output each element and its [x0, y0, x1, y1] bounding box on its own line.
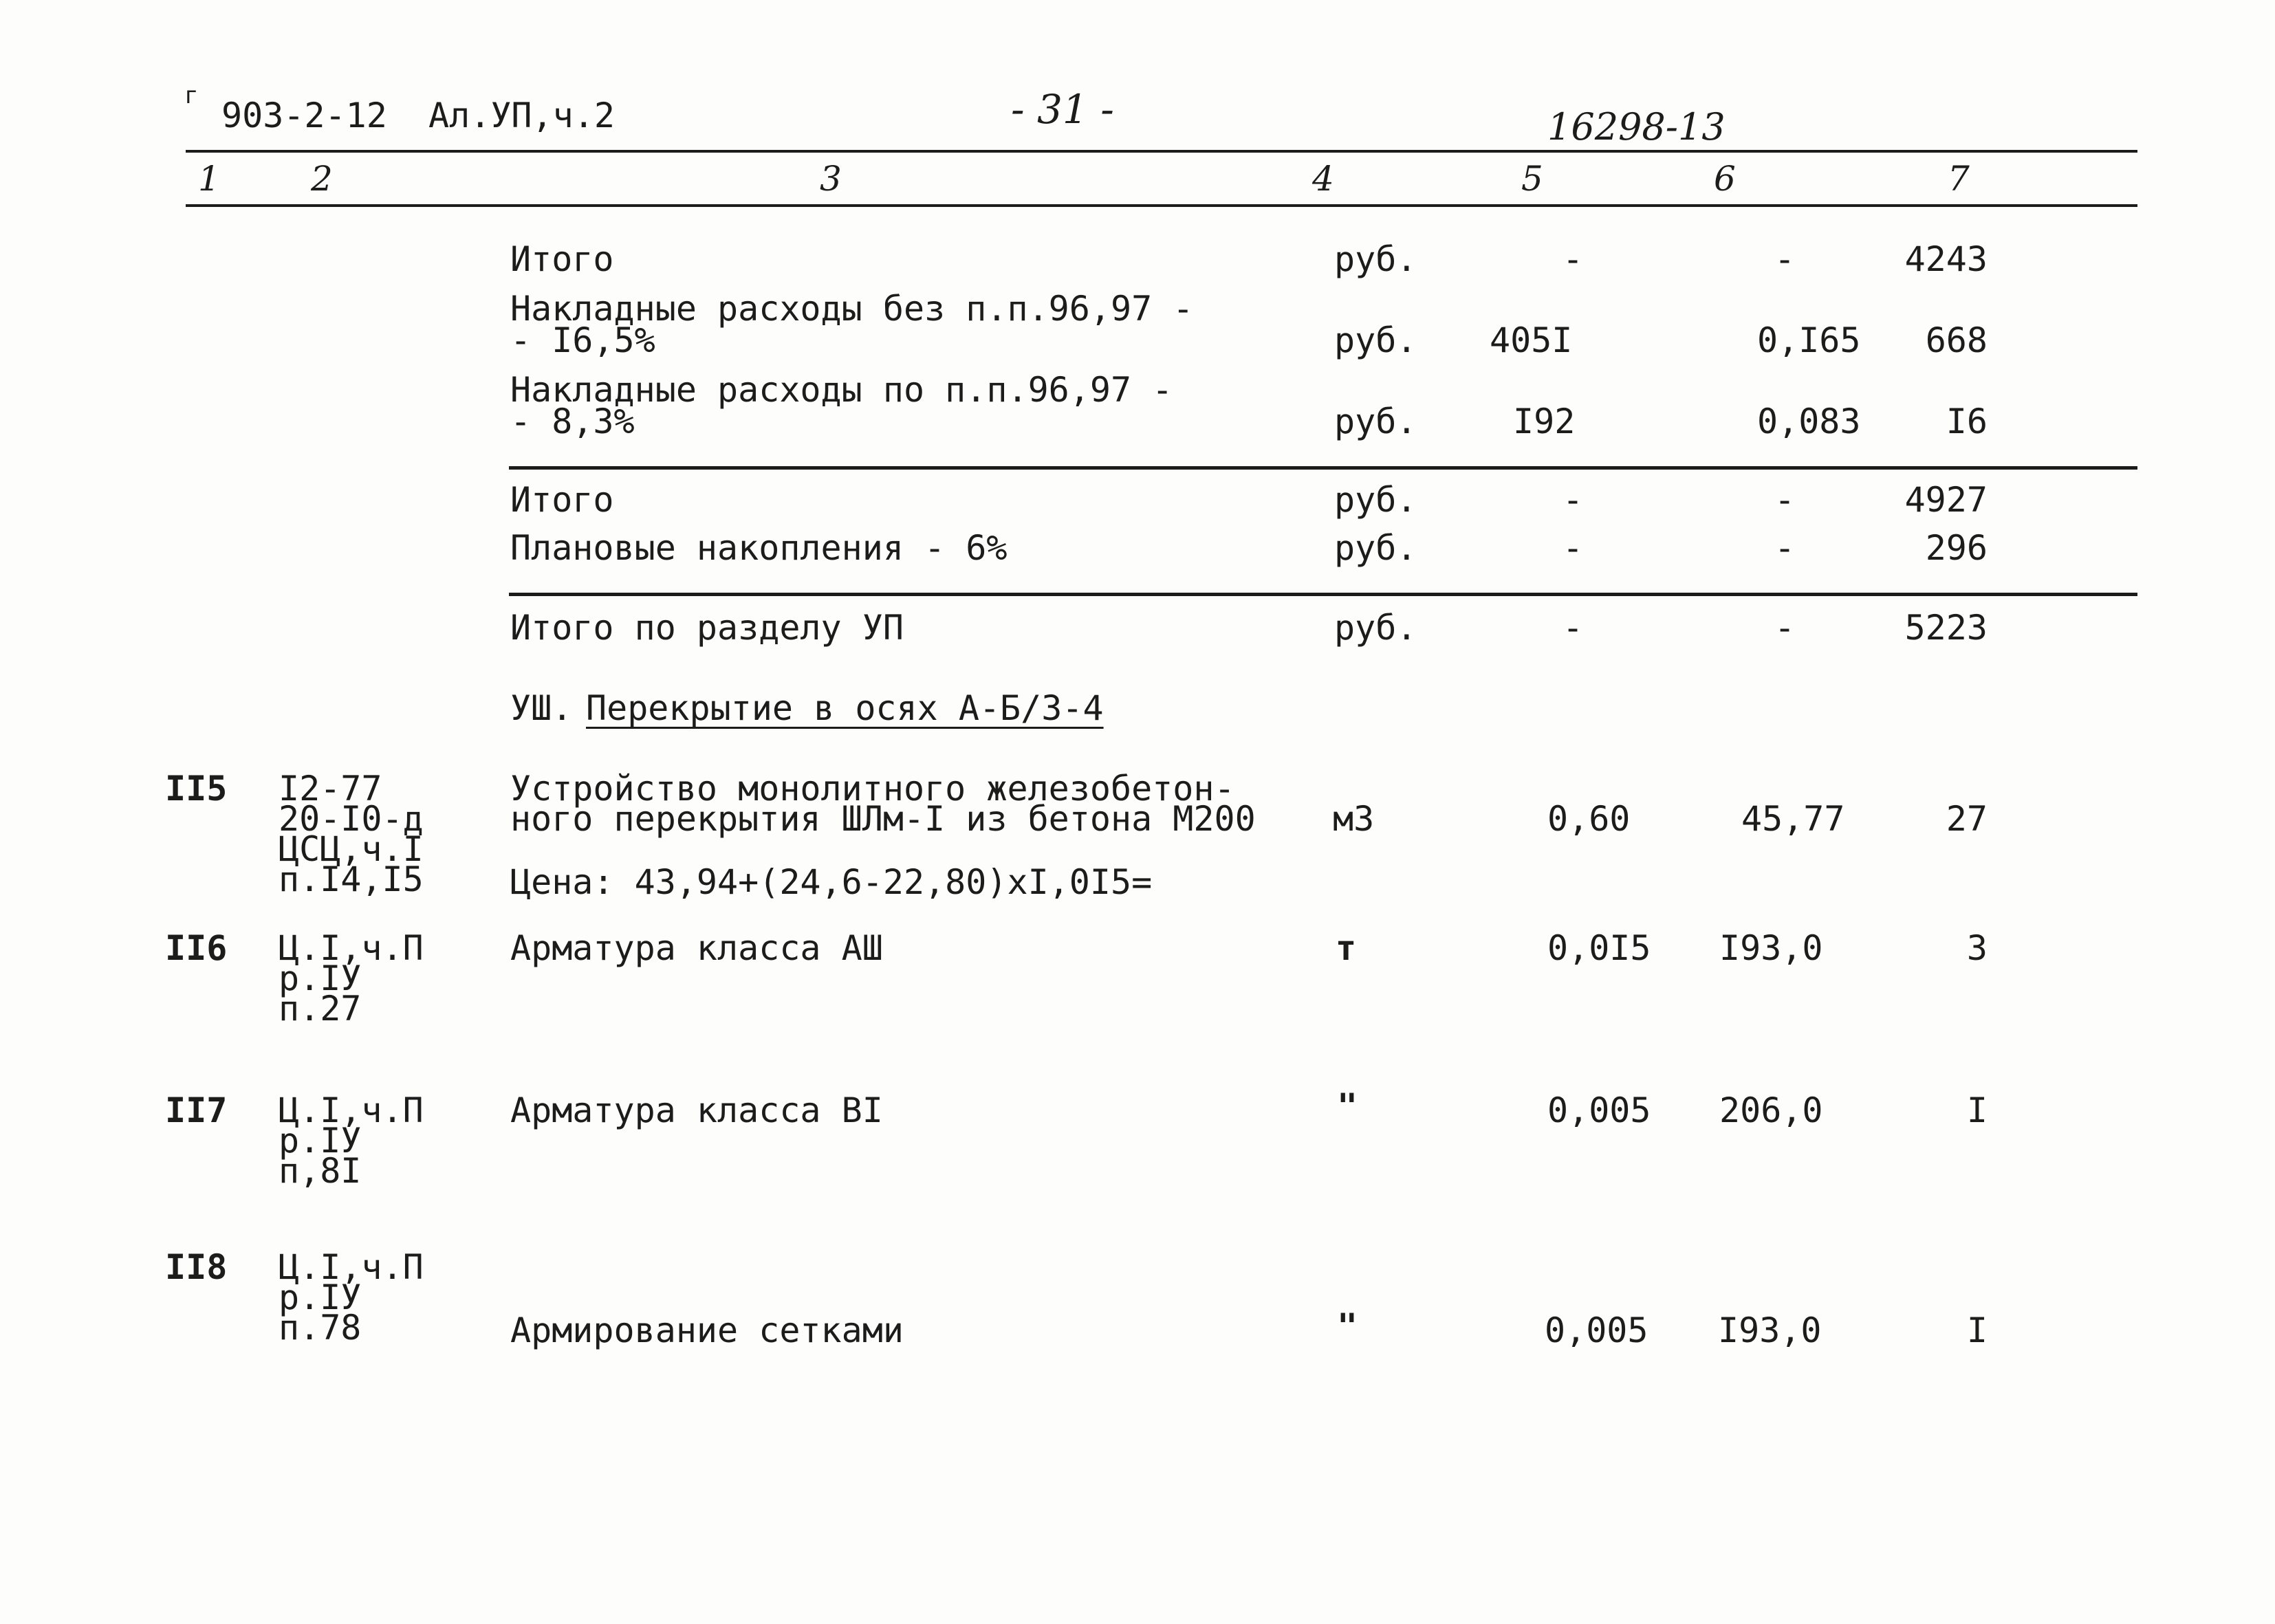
row-name: Итого [510, 239, 614, 279]
column-number-4: 4 [1312, 159, 1334, 199]
item-ref-line-1: I2-77 [279, 769, 382, 809]
row-col5: - [1563, 239, 1584, 279]
item-ref-line-2: р.IУ [279, 1277, 362, 1317]
item-col6: 45,77 [1741, 799, 1845, 839]
row-col7: 296 [1925, 528, 1988, 568]
row-unit: руб. [1334, 480, 1417, 520]
column-number-1: 1 [198, 159, 220, 199]
item-col7: I [1966, 1090, 1988, 1130]
item-col7: I [1966, 1310, 1988, 1350]
row-col5: I92 [1513, 402, 1576, 441]
item-ref-line-4: п.I4,I5 [279, 859, 424, 899]
row-col5: - [1563, 608, 1584, 648]
row-unit: руб. [1334, 239, 1417, 279]
column-number-5: 5 [1521, 159, 1543, 199]
item-ref-line-2: р.IУ [279, 1121, 362, 1161]
item-col6: 206,0 [1719, 1090, 1823, 1130]
row-name: Итого [510, 480, 614, 520]
row-col5: 405I [1490, 320, 1573, 360]
row-name-line-1: Накладные расходы по п.п.96,97 - [510, 370, 1173, 410]
item-unit-ditto: " [1337, 1306, 1358, 1346]
item-number: II6 [165, 928, 228, 968]
item-description: Арматура класса ВI [510, 1090, 883, 1130]
item-col6: I93,0 [1718, 1310, 1822, 1350]
row-col5: - [1563, 480, 1584, 520]
row-unit: руб. [1334, 402, 1417, 441]
item-ref-line-2: 20-I0-д [279, 799, 424, 839]
row-col6: - [1774, 480, 1796, 520]
item-ref-line-1: Ц.I,ч.П [279, 1090, 424, 1130]
item-ref-line-2: р.IУ [279, 958, 362, 998]
item-number: II5 [165, 769, 228, 809]
row-name: Итого по разделу УП [510, 608, 904, 648]
item-ref-line-1: Ц.I,ч.П [279, 928, 424, 968]
column-number-2: 2 [311, 159, 333, 199]
section-title: Перекрытие в осях А-Б/3-4 [586, 688, 1104, 728]
column-number-6: 6 [1714, 159, 1736, 199]
row-col5: - [1563, 528, 1584, 568]
item-col7: 3 [1966, 928, 1988, 968]
item-ref-line-3: ЦСЦ,ч.I [279, 829, 424, 869]
item-col5: 0,005 [1545, 1310, 1648, 1350]
item-col5: 0,60 [1547, 799, 1631, 839]
row-col7: 4243 [1904, 239, 1988, 279]
item-col6: I93,0 [1719, 928, 1823, 968]
item-number: II7 [165, 1090, 228, 1130]
corner-mark: г [184, 82, 199, 109]
page-number: - 31 - [1011, 86, 1114, 133]
row-col7: 668 [1925, 320, 1988, 360]
row-col7: 4927 [1904, 480, 1988, 520]
item-unit-ditto: " [1337, 1086, 1358, 1126]
item-ref-line-3: п.27 [279, 989, 362, 1029]
section-number: УШ. [510, 688, 573, 728]
item-unit: м3 [1333, 799, 1375, 839]
item-col7: 27 [1946, 799, 1988, 839]
row-name-line-2: - 8,3% [510, 402, 635, 441]
item-ref-line-3: п.78 [279, 1308, 362, 1348]
row-name: Плановые накопления - 6% [510, 528, 1008, 568]
row-col6: - [1774, 528, 1796, 568]
item-description: Арматура класса АШ [510, 928, 883, 968]
row-unit: руб. [1334, 528, 1417, 568]
column-number-7: 7 [1948, 159, 1970, 199]
subtotal-rule-1 [509, 466, 2137, 470]
column-number-3: 3 [820, 159, 842, 199]
item-col5: 0,0I5 [1547, 928, 1651, 968]
row-col7: I6 [1946, 402, 1988, 441]
row-col6: - [1774, 608, 1796, 648]
item-description: Армирование сетками [510, 1310, 904, 1350]
row-col6: - [1774, 239, 1796, 279]
item-description-line-1: Устройство монолитного железобетон- [510, 769, 1235, 809]
document-code: 903-2-12 Ал.УП,ч.2 [221, 96, 615, 135]
row-col6: 0,I65 [1757, 320, 1861, 360]
row-name-line-1: Накладные расходы без п.п.96,97 - [510, 289, 1194, 329]
subtotal-rule-2 [509, 593, 2137, 596]
row-col7: 5223 [1904, 608, 1988, 648]
header-bottom-rule [186, 204, 2137, 207]
row-name-line-2: - I6,5% [510, 320, 655, 360]
handwritten-document-id: 16298-13 [1547, 105, 1726, 149]
item-description-line-2: ного перекрытия ШЛм-I из бетона М200 [510, 799, 1256, 839]
item-number: II8 [165, 1247, 228, 1287]
header-top-rule [186, 150, 2137, 153]
item-price-note: Цена: 43,94+(24,6-22,80)xI,0I5= [510, 862, 1153, 902]
row-unit: руб. [1334, 608, 1417, 648]
row-unit: руб. [1334, 320, 1417, 360]
item-ref-line-3: п,8I [279, 1151, 362, 1191]
item-ref-line-1: Ц.I,ч.П [279, 1247, 424, 1287]
item-col5: 0,005 [1547, 1090, 1651, 1130]
row-col6: 0,083 [1757, 402, 1861, 441]
item-unit: т [1336, 928, 1357, 968]
